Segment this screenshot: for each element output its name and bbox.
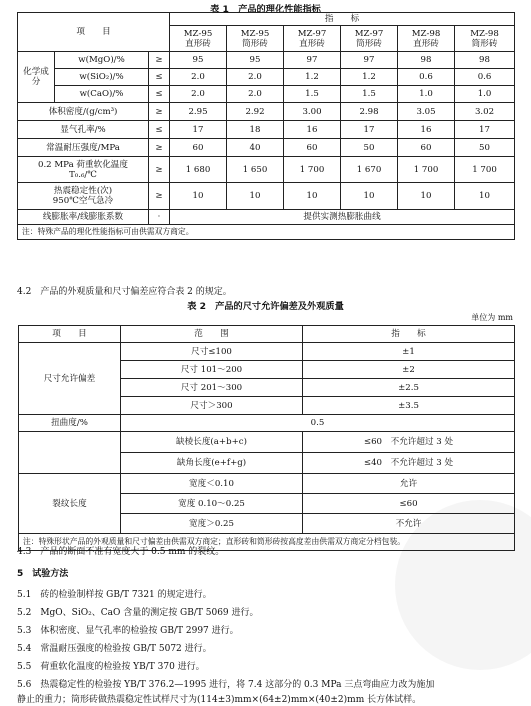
crack-width: 宽度＞0.25 <box>121 514 303 534</box>
property-label-sub: T₀.₆/℃ <box>69 169 97 180</box>
property-value: 18 <box>227 121 284 139</box>
property-value: 1 700 <box>398 157 455 183</box>
property-label <box>18 121 149 139</box>
property-value: 17 <box>455 121 515 139</box>
property-value: 98 <box>398 52 455 69</box>
property-value: 97 <box>341 52 398 69</box>
property-value: 10 <box>341 183 398 210</box>
property-label-text: w(CaO)/% <box>79 89 124 99</box>
size-tolerance: ±3.5 <box>303 397 515 415</box>
property-label-text: 热震稳定性(次) <box>53 186 113 196</box>
header-item: 项 目 <box>18 13 170 52</box>
property-value: 1.0 <box>455 86 515 103</box>
size-range: 尺寸＞300 <box>121 397 303 415</box>
size-range: 尺寸 201～300 <box>121 379 303 397</box>
table2-caption: 表 2 产品的尺寸允许偏差及外观质量 <box>187 301 344 312</box>
property-label <box>18 103 149 121</box>
property-value: 0.6 <box>455 69 515 86</box>
para-5-6: 5.6 热震稳定性的检验按 YB/T 376.2—1995 进行，将 7.4 这部分的 0.3 MPa 三点弯曲应力改为施加 <box>17 680 435 690</box>
expansion-value: 提供实测热膨胀曲线 <box>170 210 515 225</box>
comparison-symbol: ≥ <box>149 157 170 183</box>
property-value: 10 <box>455 183 515 210</box>
property-value: 1.5 <box>341 86 398 103</box>
para-5-4: 5.4 常温耐压强度的检验按 GB/T 5072 进行。 <box>17 644 212 654</box>
comparison-symbol: ≥ <box>149 139 170 157</box>
product-grade: MZ-98 <box>411 28 441 39</box>
property-value: 60 <box>284 139 341 157</box>
product-shape: 筒形砖 <box>242 38 268 49</box>
product-header <box>227 26 284 52</box>
twist-value: 0.5 <box>121 415 515 432</box>
para-4-3: 4.3 产品的断面不准有宽度大于 0.5 mm 的裂纹。 <box>17 547 225 557</box>
product-shape: 直形砖 <box>413 38 439 49</box>
property-value: 1.5 <box>284 86 341 103</box>
edge-blank <box>19 432 121 474</box>
property-label <box>18 157 149 183</box>
property-value: 16 <box>398 121 455 139</box>
property-value: 1 700 <box>455 157 515 183</box>
comparison-symbol: ≥ <box>149 183 170 210</box>
header-index: 指 标 <box>170 13 515 26</box>
property-label <box>55 69 149 86</box>
property-value: 95 <box>227 52 284 69</box>
property-label-text: w(MgO)/% <box>78 55 125 65</box>
comparison-symbol: ≥ <box>149 103 170 121</box>
comparison-symbol: ≤ <box>149 69 170 86</box>
product-header <box>341 26 398 52</box>
property-value: 10 <box>284 183 341 210</box>
property-value: 98 <box>455 52 515 69</box>
t2-header-item: 项 目 <box>19 326 121 343</box>
property-value: 0.6 <box>398 69 455 86</box>
property-value: 1 680 <box>170 157 227 183</box>
property-value: 2.0 <box>170 69 227 86</box>
product-grade: MZ-97 <box>297 28 327 39</box>
product-grade: MZ-98 <box>470 28 499 39</box>
para-5-1: 5.1 砖的检验制样按 GB/T 7321 的规定进行。 <box>17 590 212 600</box>
comparison-symbol: ≤ <box>149 121 170 139</box>
para-4-2: 4.2 产品的外观质量和尺寸偏差应符合表 2 的规定。 <box>17 287 232 297</box>
property-label <box>18 183 149 210</box>
property-value: 1.2 <box>284 69 341 86</box>
property-label-text: 常温耐压强度/MPa <box>46 142 120 153</box>
property-value: 3.05 <box>398 103 455 121</box>
para-5-2: 5.2 MgO、SiO₂、CaO 含量的测定按 GB/T 5069 进行。 <box>17 608 259 618</box>
t2-header-index: 指 标 <box>303 326 515 343</box>
property-value: 3.00 <box>284 103 341 121</box>
size-deviation-label: 尺寸允许偏差 <box>19 343 121 415</box>
product-grade: MZ-95 <box>183 28 213 39</box>
property-value: 50 <box>455 139 515 157</box>
corner-defect-label: 缺角长度(e+f+g) <box>121 453 303 474</box>
product-shape: 筒形砖 <box>356 38 382 49</box>
property-value: 97 <box>284 52 341 69</box>
property-value: 2.0 <box>170 86 227 103</box>
crack-limit: ≤60 <box>303 494 515 514</box>
crack-limit: 允许 <box>303 474 515 494</box>
property-value: 2.92 <box>227 103 284 121</box>
property-value: 17 <box>170 121 227 139</box>
property-value: 3.02 <box>455 103 515 121</box>
property-value: 2.98 <box>341 103 398 121</box>
property-label <box>18 139 149 157</box>
property-label-text: 体积密度/(g/cm³) <box>48 106 118 117</box>
size-range: 尺寸 101～200 <box>121 361 303 379</box>
expansion-label: 线膨胀率/线膨胀系数 <box>18 210 149 225</box>
size-tolerance: ±2.5 <box>303 379 515 397</box>
table2-note: 注：特殊形状产品的外观质量和尺寸偏差由供需双方商定；直形砖和筒形砖按高度差由供需双方商定分档包装。 <box>19 534 515 551</box>
property-value: 2.0 <box>227 69 284 86</box>
property-label-text: w(SiO₂)/% <box>79 72 124 82</box>
size-tolerance: ±1 <box>303 343 515 361</box>
product-header <box>455 26 515 52</box>
property-label-text: 显气孔率/% <box>60 124 106 135</box>
section-5-title: 5 试验方法 <box>17 569 69 579</box>
chem-group-label: 化学成分 <box>18 52 55 103</box>
table2 <box>18 325 515 551</box>
comparison-symbol: ≥ <box>149 52 170 69</box>
property-value: 10 <box>227 183 284 210</box>
property-value: 1 650 <box>227 157 284 183</box>
property-value: 50 <box>341 139 398 157</box>
para-5-6-cont: 静止的重力；筒形砖做热震稳定性试样尺寸为(114±3)mm×(64±2)mm×(40±2)mm 长方体试样。 <box>17 695 422 705</box>
crack-limit: 不允许 <box>303 514 515 534</box>
twist-label: 扭曲度/% <box>19 415 121 432</box>
product-shape: 直形砖 <box>299 38 325 49</box>
property-value: 60 <box>170 139 227 157</box>
para-5-3: 5.3 体积密度、显气孔率的检验按 GB/T 2997 进行。 <box>17 626 239 636</box>
property-value: 17 <box>341 121 398 139</box>
crack-label: 裂纹长度 <box>19 474 121 534</box>
property-value: 95 <box>170 52 227 69</box>
para-5-5: 5.5 荷重软化温度的检验按 YB/T 370 进行。 <box>17 662 205 672</box>
t2-header-range: 范 围 <box>121 326 303 343</box>
edge-defect-value: ≤60 不允许超过 3 处 <box>303 432 515 453</box>
property-value: 40 <box>227 139 284 157</box>
table2-unit: 单位为 mm <box>471 313 513 322</box>
table1 <box>17 12 515 240</box>
property-value: 60 <box>398 139 455 157</box>
product-header <box>284 26 341 52</box>
edge-defect-label: 缺棱长度(a+b+c) <box>121 432 303 453</box>
property-label-text: 0.2 MPa 荷重软化温度 <box>37 159 128 170</box>
expansion-symbol: · <box>149 210 170 225</box>
property-value: 1 670 <box>341 157 398 183</box>
product-header <box>170 26 227 52</box>
product-shape: 筒形砖 <box>471 38 498 49</box>
size-tolerance: ±2 <box>303 361 515 379</box>
product-shape: 直形砖 <box>185 38 211 49</box>
comparison-symbol: ≤ <box>149 86 170 103</box>
table1-caption: 表 1 产品的理化性能指标 <box>210 4 321 15</box>
property-value: 1 700 <box>284 157 341 183</box>
product-header <box>398 26 455 52</box>
table1-note: 注：特殊产品的理化性能指标可由供需双方商定。 <box>18 225 515 240</box>
property-value: 1.0 <box>398 86 455 103</box>
property-value: 2.0 <box>227 86 284 103</box>
property-value: 2.95 <box>170 103 227 121</box>
property-value: 1.2 <box>341 69 398 86</box>
product-grade: MZ-95 <box>240 28 270 39</box>
crack-width: 宽度＜0.10 <box>121 474 303 494</box>
property-label-sub: 950℃空气急冷 <box>52 196 114 206</box>
property-value: 16 <box>284 121 341 139</box>
crack-width: 宽度 0.10～0.25 <box>121 494 303 514</box>
size-range: 尺寸≤100 <box>121 343 303 361</box>
property-label <box>55 52 149 69</box>
product-grade: MZ-97 <box>354 28 384 39</box>
property-label <box>55 86 149 103</box>
property-value: 10 <box>398 183 455 210</box>
corner-defect-value: ≤40 不允许超过 3 处 <box>303 453 515 474</box>
property-value: 10 <box>170 183 227 210</box>
